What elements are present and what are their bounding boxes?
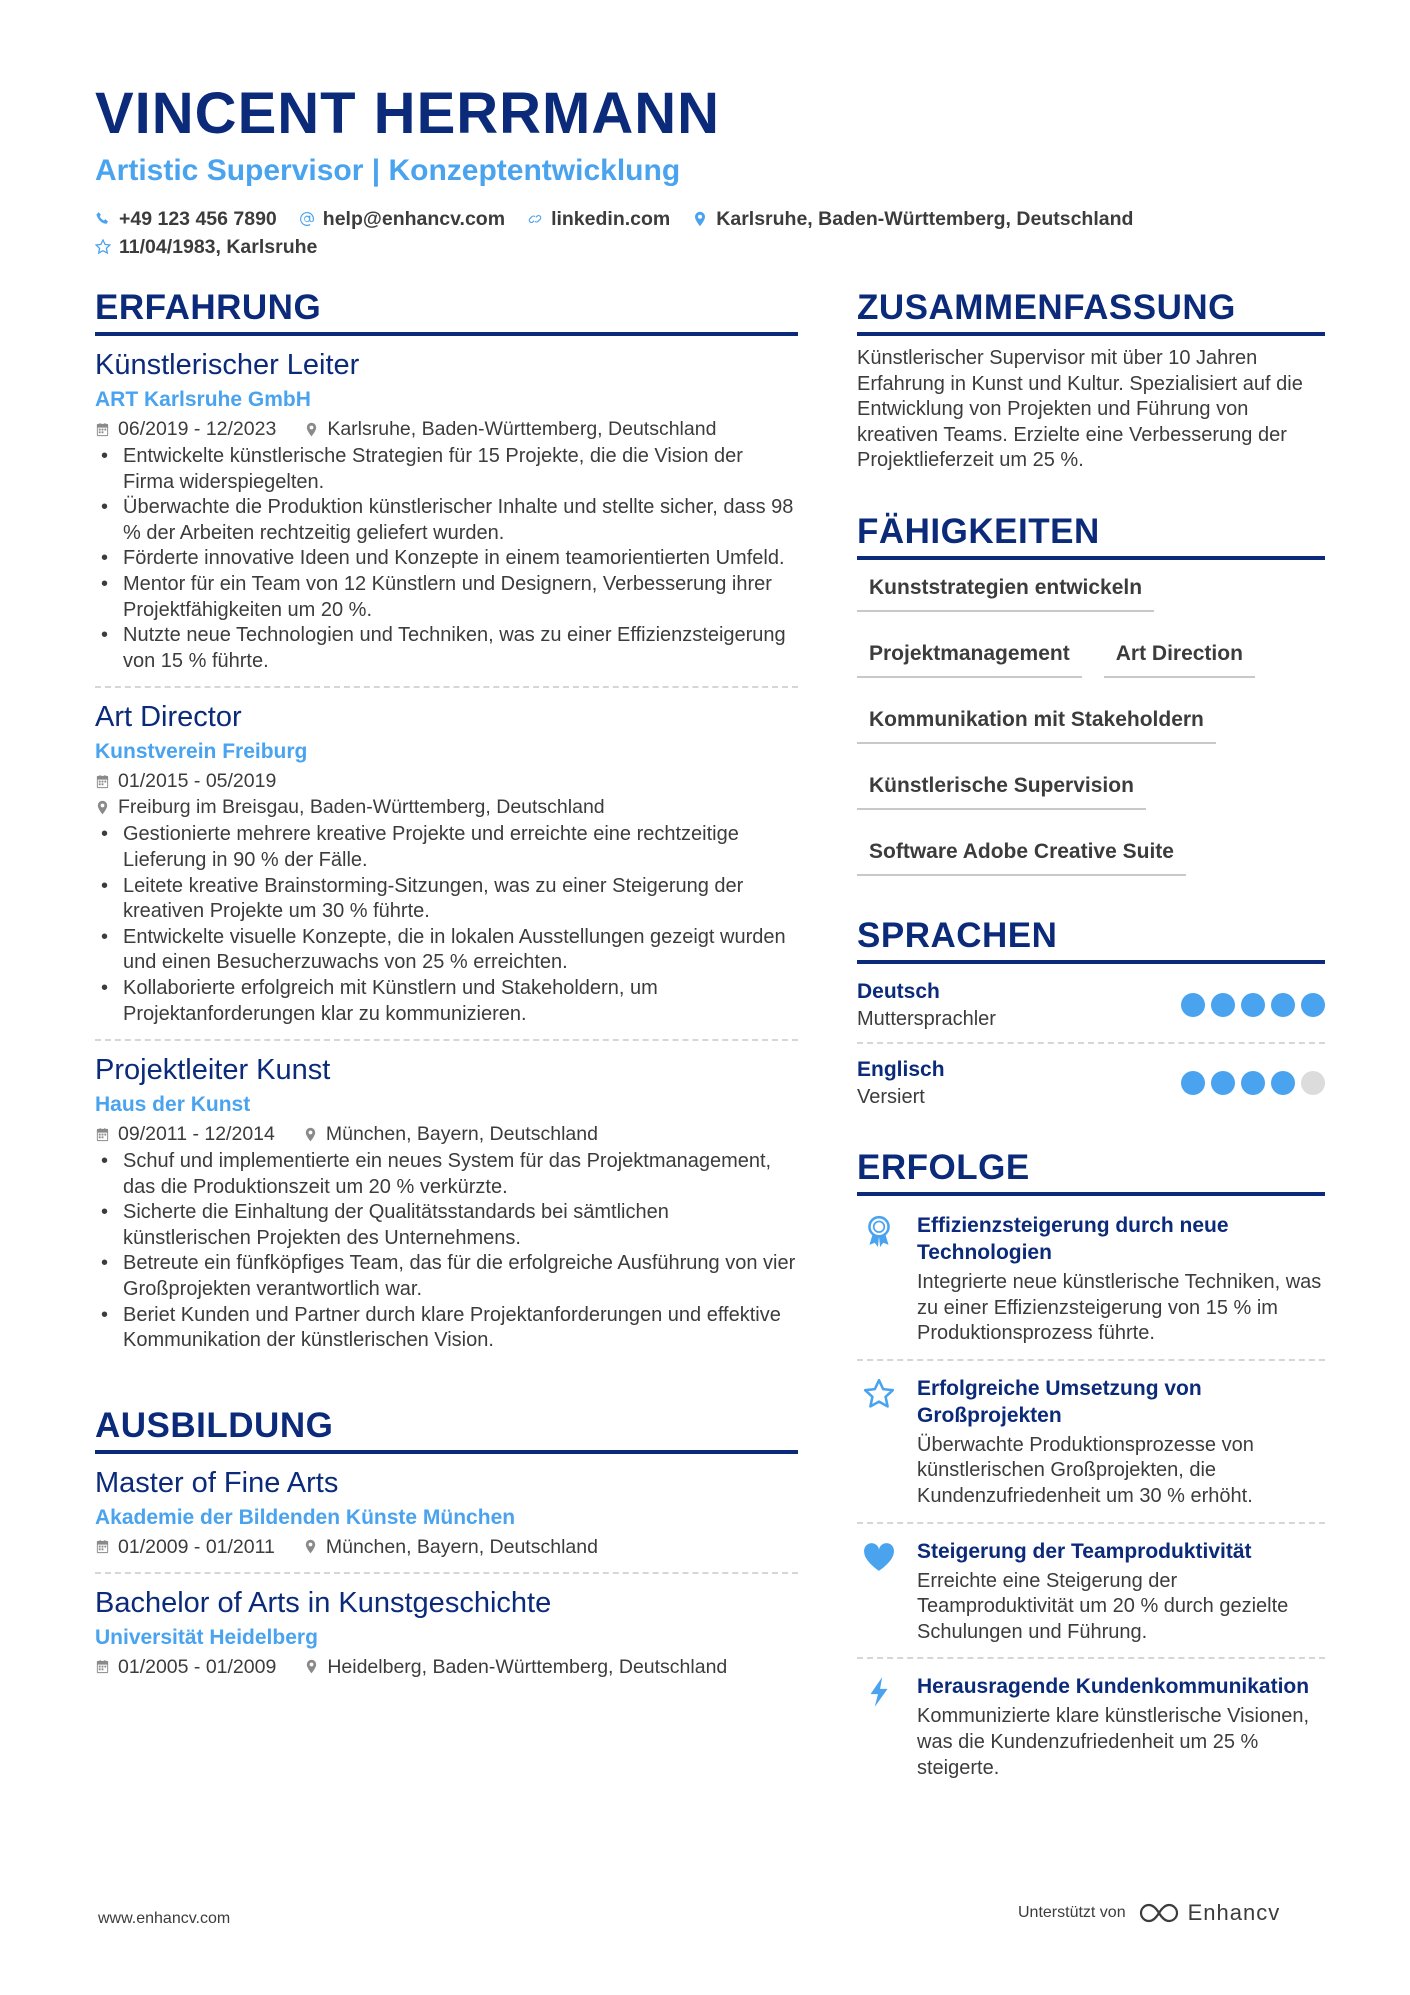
- job-bullet: • Sicherte die Einhaltung der Qualitätsstandards bei sämtlichen künstlerischen Projekten des Unternehmens.: [95, 1200, 798, 1251]
- contact-info: [95, 205, 1345, 261]
- job-meta: [95, 1121, 798, 1147]
- rating-dot-filled: [1211, 1071, 1235, 1095]
- contact-linkedin[interactable]: [527, 205, 670, 233]
- education-meta: [95, 1534, 798, 1560]
- job-bullet: • Betreute ein fünfköpfiges Team, das für die erfolgreiche Ausführung von vier Großprojekten verantwortlich war.: [95, 1251, 798, 1302]
- at-icon: [299, 211, 315, 227]
- heart-icon: [862, 1540, 896, 1574]
- footer-powered-by: [1018, 1900, 1280, 1926]
- achievement-item: [857, 1532, 1325, 1660]
- language-rating: [1181, 1071, 1325, 1095]
- job-bullets: [95, 822, 798, 1027]
- right-column: [857, 288, 1325, 1801]
- job-location: Freiburg im Breisgau, Baden-Württemberg, Deutschland: [118, 796, 605, 819]
- job-title: Projektleiter Kunst: [95, 1054, 331, 1087]
- company-name: Haus der Kunst: [95, 1093, 251, 1117]
- job-location: Karlsruhe, Baden-Württemberg, Deutschland: [327, 418, 717, 440]
- languages-heading: SPRACHEN: [857, 916, 1325, 964]
- achievement-desc: Kommunizierte klare künstlerische Visionen, was die Kundenzufriedenheit um 25 % steigerte.: [917, 1705, 1310, 1779]
- brand-name: Enhancv: [1187, 1900, 1281, 1925]
- calendar-icon: [95, 1539, 110, 1554]
- achievement-title: Effizienzsteigerung durch neue Technologien: [917, 1213, 1229, 1264]
- degree-title: Bachelor of Arts in Kunstgeschichte: [95, 1586, 552, 1619]
- school-name: Universität Heidelberg: [95, 1625, 318, 1649]
- achievement-desc: Überwachte Produktionsprozesse von künstlerischen Großprojekten, die Kundenzufriedenheit um 30 % erhöht.: [917, 1433, 1254, 1507]
- summary-heading: ZUSAMMENFASSUNG: [857, 288, 1325, 336]
- rating-dot-filled: [1271, 993, 1295, 1017]
- job-title: Künstlerischer Leiter: [95, 349, 360, 381]
- calendar-icon: [95, 1127, 110, 1142]
- skills-heading: FÄHIGKEITEN: [857, 512, 1325, 560]
- experience-heading: ERFAHRUNG: [95, 288, 798, 336]
- job-bullet: • Förderte innovative Ideen und Konzepte in einem teamorientierten Umfeld.: [95, 546, 798, 572]
- summary-text: Künstlerischer Supervisor mit über 10 Jahren Erfahrung in Kunst und Kultur. Spezialisiert auf die Entwicklung von Projekten und Führung von kreativen Teams. Erzielte eine Verbesserung der Projektlieferzeit um 25 %.: [857, 347, 1303, 472]
- job-bullets: [95, 444, 798, 674]
- language-name: Englisch: [857, 1057, 945, 1081]
- skill-tag: Software Adobe Creative Suite: [857, 834, 1186, 876]
- achievement-item: [857, 1667, 1325, 1793]
- job-bullet: • Entwickelte visuelle Konzepte, die in lokalen Ausstellungen gezeigt wurden und einen Besucherzuwachs von 25 % erreichten.: [95, 925, 798, 976]
- experience-entry: [95, 1051, 798, 1366]
- language-level: Muttersprachler: [857, 1007, 996, 1030]
- rating-dot-filled: [1241, 993, 1265, 1017]
- candidate-headline: Artistic Supervisor | Konzeptentwicklung: [95, 154, 681, 187]
- calendar-icon: [95, 774, 110, 789]
- language-item: [857, 974, 1325, 1044]
- job-dates: 01/2015 - 05/2019: [118, 770, 277, 793]
- education-dates: 01/2009 - 01/2011: [118, 1535, 275, 1558]
- birth-text: 11/04/1983, Karlsruhe: [119, 236, 318, 258]
- education-entry: [95, 1464, 798, 1574]
- powered-by-text: Unterstützt von: [1018, 1904, 1126, 1921]
- achievement-desc: Integrierte neue künstlerische Techniken, was zu einer Effizienzsteigerung von 15 % im Produktionsprozess führte.: [917, 1270, 1322, 1345]
- star-icon: [862, 1377, 896, 1411]
- job-bullet: • Gestionierte mehrere kreative Projekte und erreichte eine rechtzeitige Lieferung in 90 % der Fälle.: [95, 822, 798, 873]
- job-bullet: • Nutzte neue Technologien und Techniken, was zu einer Effizienzsteigerung von 15 % führte.: [95, 623, 798, 674]
- location-pin-icon: [692, 211, 708, 227]
- rating-dot-filled: [1181, 1071, 1205, 1095]
- skill-tag: Künstlerische Supervision: [857, 768, 1146, 810]
- linkedin-text: linkedin.com: [551, 208, 671, 230]
- job-dates: 09/2011 - 12/2014: [118, 1123, 275, 1146]
- phone-text: +49 123 456 7890: [119, 208, 277, 230]
- achievement-title: Steigerung der Teamproduktivität: [917, 1539, 1252, 1563]
- job-title: Art Director: [95, 701, 242, 734]
- phone-icon: [95, 211, 111, 227]
- job-bullet: • Kollaborierte erfolgreich mit Künstlern und Stakeholdern, um Projektanforderungen klar zu kommunizieren.: [95, 976, 798, 1027]
- rating-dot-filled: [1271, 1071, 1295, 1095]
- location-pin-icon: [304, 1659, 319, 1674]
- contact-email[interactable]: [299, 205, 505, 233]
- achievement-title: Herausragende Kundenkommunikation: [917, 1675, 1310, 1699]
- rating-dot-filled: [1301, 993, 1325, 1017]
- language-level: Versiert: [857, 1085, 925, 1108]
- skill-tag: Art Direction: [1104, 636, 1255, 678]
- degree-title: Master of Fine Arts: [95, 1466, 339, 1499]
- achievement-title: Erfolgreiche Umsetzung von Großprojekten: [917, 1376, 1202, 1427]
- company-name: Kunstverein Freiburg: [95, 740, 308, 764]
- language-rating: [1181, 993, 1325, 1017]
- contact-birth: [95, 233, 317, 261]
- school-name: Akademie der Bildenden Künste München: [95, 1505, 516, 1529]
- education-heading: AUSBILDUNG: [95, 1406, 798, 1454]
- skill-tag: Kommunikation mit Stakeholdern: [857, 702, 1216, 744]
- achievements-heading: ERFOLGE: [857, 1148, 1325, 1196]
- achievement-item: [857, 1206, 1325, 1361]
- education-location: München, Bayern, Deutschland: [325, 1535, 598, 1558]
- skills-list: [857, 570, 1325, 876]
- company-name: ART Karlsruhe GmbH: [95, 388, 311, 411]
- link-icon: [527, 211, 543, 227]
- job-meta: [95, 768, 798, 820]
- achievement-item: [857, 1369, 1325, 1524]
- language-name: Deutsch: [857, 979, 940, 1003]
- calendar-icon: [95, 1659, 110, 1674]
- location-pin-icon: [303, 1127, 318, 1142]
- achievement-desc: Erreichte eine Steigerung der Teamproduktivität um 20 % durch gezielte Schulungen und Führung.: [917, 1569, 1289, 1643]
- skill-tag: Projektmanagement: [857, 636, 1082, 678]
- skill-tag: Kunststrategien entwickeln: [857, 570, 1154, 612]
- education-meta: [95, 1654, 798, 1680]
- education-dates: 01/2005 - 01/2009: [118, 1655, 277, 1678]
- job-bullet: • Mentor für ein Team von 12 Künstlern und Designern, Verbesserung ihrer Projektfähigkeiten um 20 %.: [95, 572, 798, 623]
- contact-phone[interactable]: [95, 205, 277, 233]
- email-text: help@enhancv.com: [322, 208, 506, 230]
- left-column: [95, 288, 798, 1702]
- job-bullet: • Überwachte die Produktion künstlerischer Inhalte und stellte sicher, dass 98 % der Arbeiten rechtzeitig geliefert wurden.: [95, 495, 798, 546]
- job-meta: [95, 416, 798, 442]
- rating-dot-filled: [1181, 993, 1205, 1017]
- job-bullet: • Beriet Kunden und Partner durch klare Projektanforderungen und effektive Kommunikation der künstlerischen Vision.: [95, 1303, 798, 1354]
- location-pin-icon: [95, 800, 110, 815]
- education-location: Heidelberg, Baden-Württemberg, Deutschland: [327, 1655, 728, 1678]
- job-bullet: • Entwickelte künstlerische Strategien für 15 Projekte, die die Vision der Firma widerspiegelten.: [95, 444, 798, 495]
- enhancv-logo-icon: [1138, 1900, 1180, 1926]
- experience-entry: [95, 698, 798, 1041]
- location-text: Karlsruhe, Baden-Württemberg, Deutschland: [716, 208, 1134, 230]
- candidate-name: VINCENT HERRMANN: [95, 81, 720, 146]
- language-item: [857, 1052, 1325, 1120]
- job-bullet: • Schuf und implementierte ein neues System für das Projektmanagement, das die Produktionszeit um 20 % verkürzte.: [95, 1149, 798, 1200]
- star-outline-icon: [95, 239, 111, 255]
- contact-location: [692, 205, 1133, 233]
- job-location: München, Bayern, Deutschland: [325, 1123, 598, 1146]
- rating-dot-empty: [1301, 1071, 1325, 1095]
- award-icon: [862, 1214, 896, 1248]
- education-entry: [95, 1584, 798, 1692]
- job-dates: 06/2019 - 12/2023: [118, 418, 277, 440]
- footer-website[interactable]: www.enhancv.com: [98, 1910, 231, 1927]
- experience-entry: [95, 346, 798, 688]
- brand-logo[interactable]: [1138, 1900, 1281, 1926]
- bolt-icon: [862, 1675, 896, 1709]
- rating-dot-filled: [1241, 1071, 1265, 1095]
- location-pin-icon: [304, 422, 319, 437]
- job-bullets: [95, 1149, 798, 1354]
- rating-dot-filled: [1211, 993, 1235, 1017]
- job-bullet: • Leitete kreative Brainstorming-Sitzungen, was zu einer Steigerung der kreativen Projekte um 30 % führte.: [95, 874, 798, 925]
- calendar-icon: [95, 422, 110, 437]
- location-pin-icon: [303, 1539, 318, 1554]
